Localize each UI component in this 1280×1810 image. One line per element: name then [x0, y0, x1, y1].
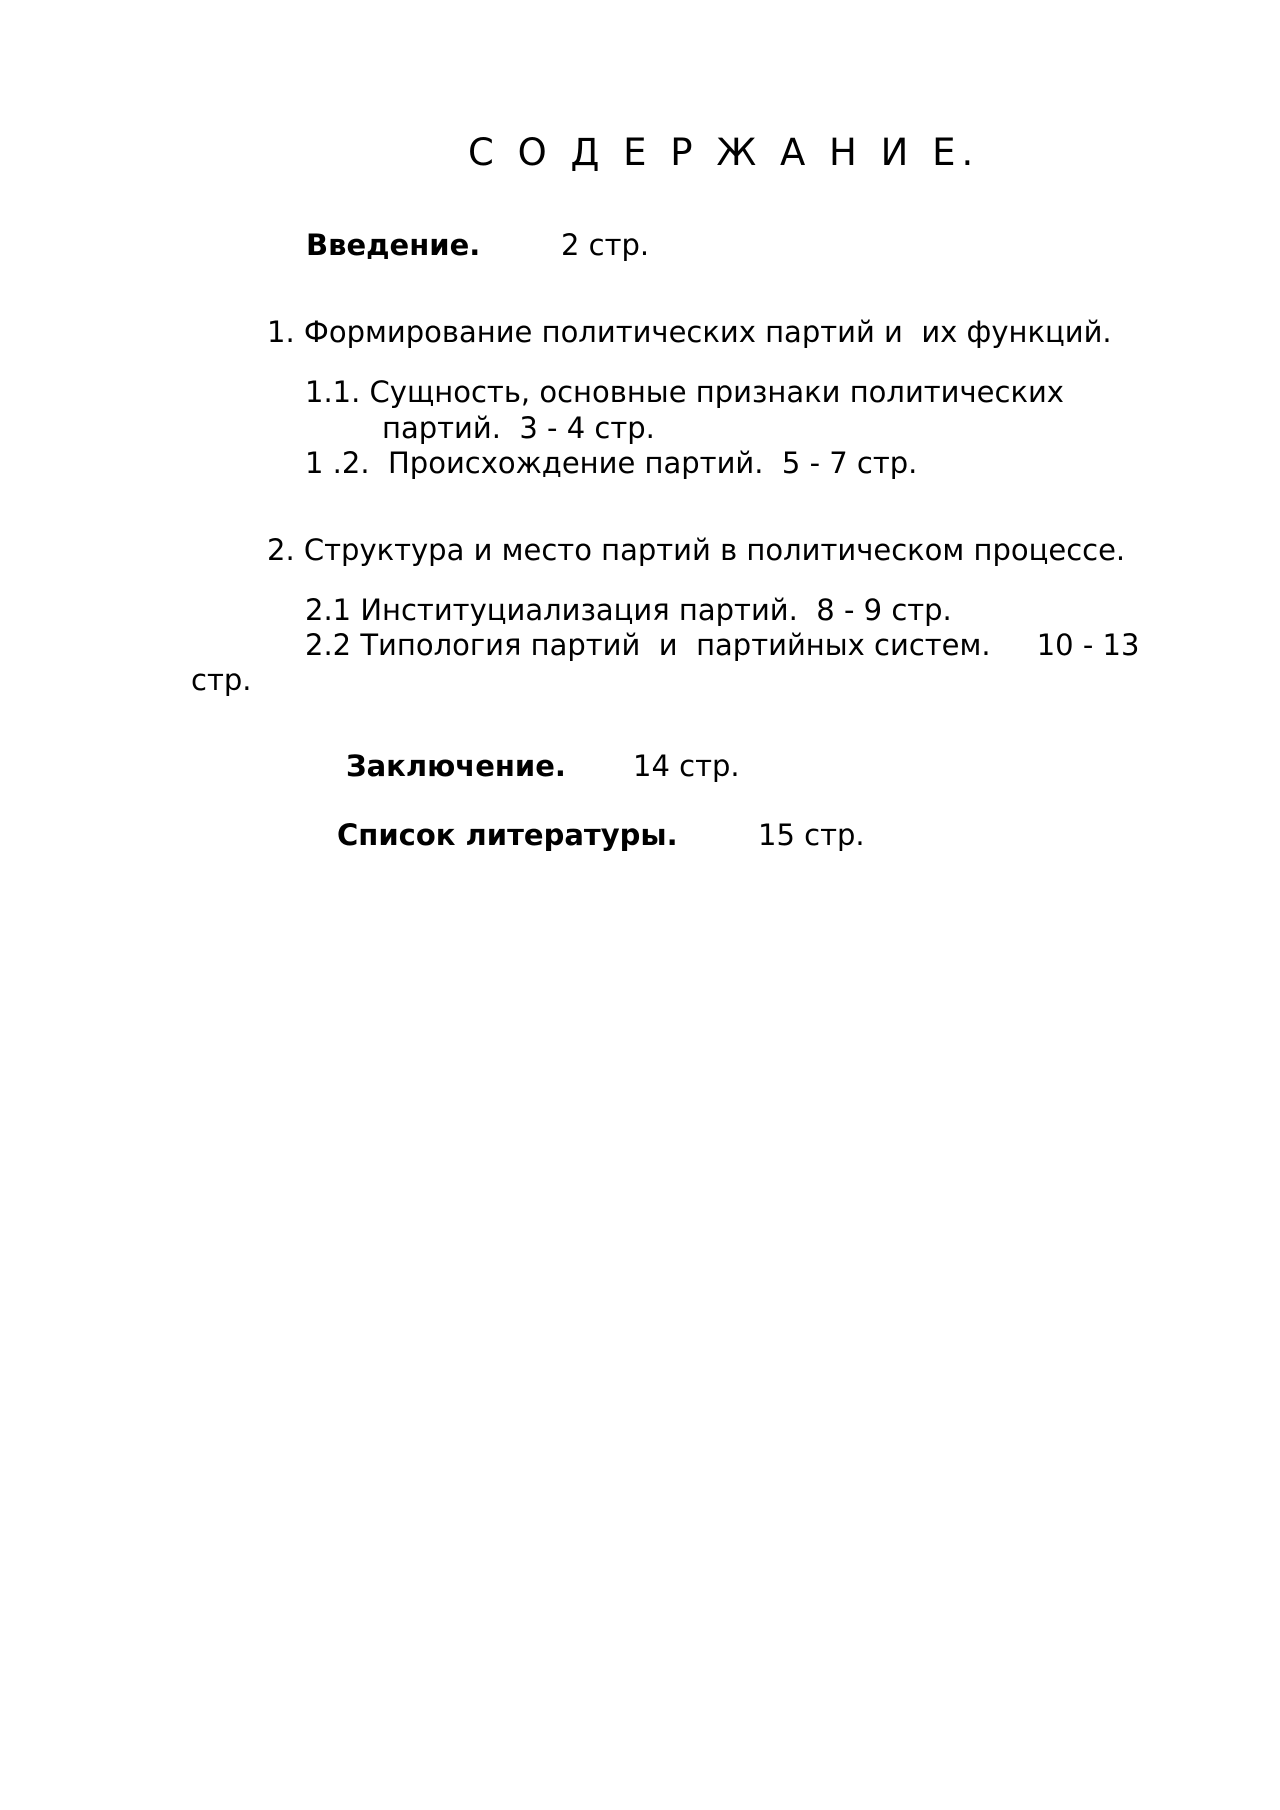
section-2-heading: 2. Структура и место партий в политическом процессе.	[267, 533, 1126, 567]
page-title: С О Д Е Р Ж А Н И Е.	[468, 131, 980, 174]
section-1-1-line-2: партий. 3 - 4 стр.	[382, 411, 655, 445]
intro-page: 2 стр.	[561, 228, 650, 262]
references-page: 15 стр.	[758, 818, 865, 852]
section-2-2-line-2: стр.	[191, 663, 252, 697]
section-1-heading: 1. Формирование политических партий и их функций.	[267, 315, 1112, 349]
intro-label: Введение.	[306, 228, 481, 262]
section-2-2-line-1: 2.2 Типология партий и партийных систем. 10 - 13	[305, 628, 1140, 662]
references-label: Список литературы.	[337, 818, 678, 852]
section-1-1-line-1: 1.1. Сущность, основные признаки политических	[305, 375, 1064, 409]
conclusion-label: Заключение.	[346, 749, 566, 783]
section-1-2: 1 .2. Происхождение партий. 5 - 7 стр.	[305, 446, 918, 480]
section-2-1: 2.1 Институциализация партий. 8 - 9 стр.	[305, 593, 952, 627]
conclusion-page: 14 стр.	[633, 749, 740, 783]
